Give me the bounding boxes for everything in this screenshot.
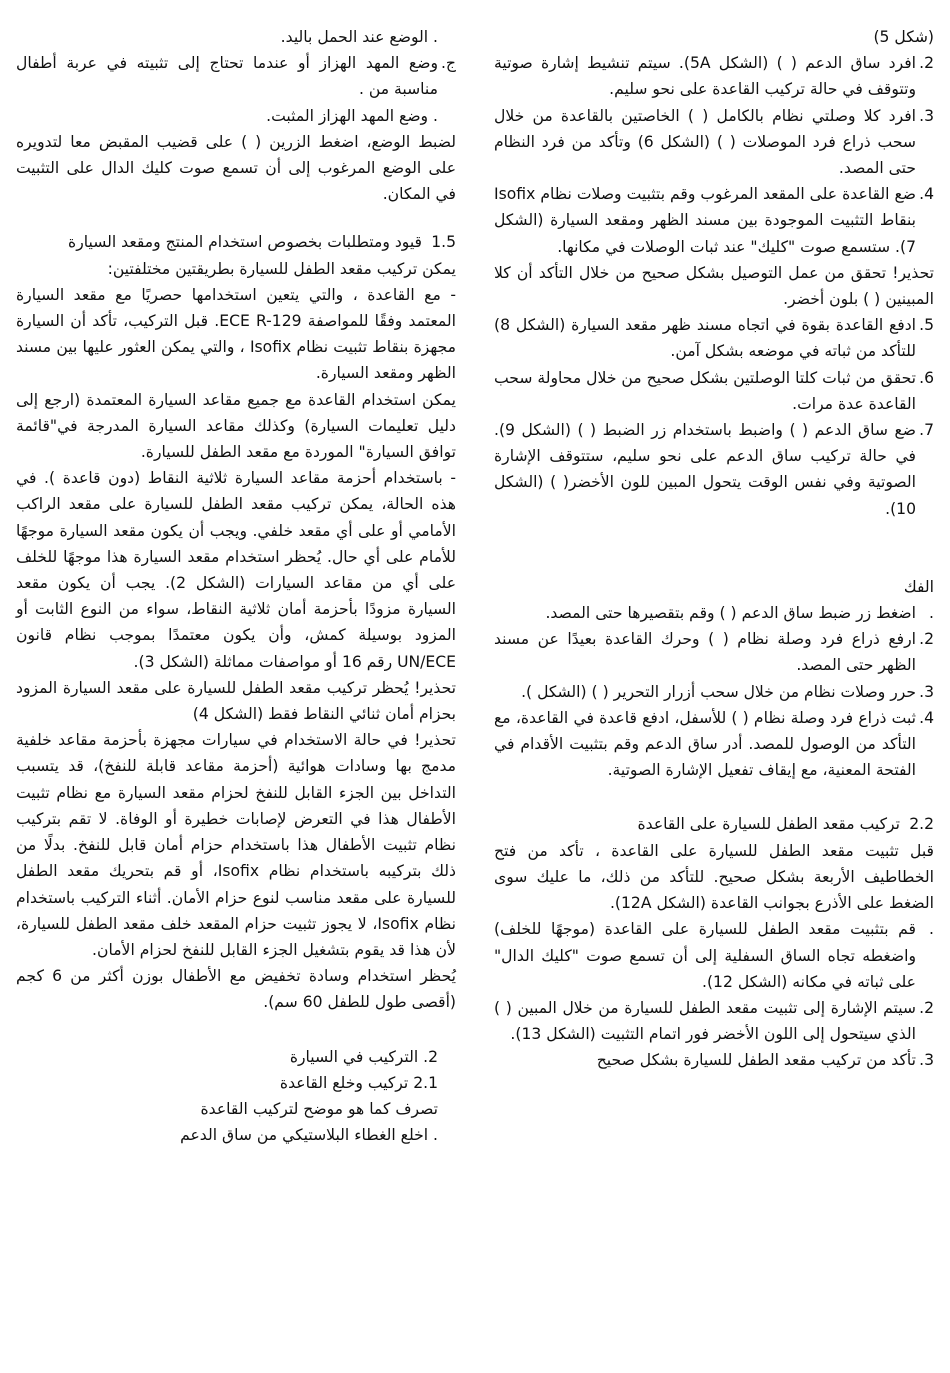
removal-step-1 [494, 600, 934, 626]
step-number: 2. [919, 630, 934, 649]
step-number: . [929, 604, 934, 623]
item-text: وضع المهد الهزاز أو عندما تحتاج إلى تثبيته في عربة أطفال مناسبة من . [16, 54, 438, 99]
step-text: ارفع ذراع فرد وصلة نظام ( ) وحرك القاعدة بعيدًا عن مسند الظهر حتى المصد. [494, 630, 916, 675]
section-number: 2.2 [909, 815, 934, 834]
step-number: 7. [919, 421, 934, 440]
step-number: 6. [919, 368, 934, 387]
step-7 [494, 417, 934, 522]
bullet-three-point-belt: - باستخدام أحزمة مقاعد السيارة ثلاثية النقاط (دون قاعدة ). في هذه الحالة، يمكن تركيب مقعد الطفل للسيارة على مقعد الراكب الأمامي أو على أي مقعد خلفي. ويجب أن يكون مقعد السيارة موجهًا للأمام على أي حال. يُحظر استخدام مقعد السيارة هذا موجهًا للخلف على أي من مقاعد السيارات (الشكل 2). يجب أن يكون مقعد السيارة مزودًا بأحزمة أمان ثلاثية النقاط، سواء من النوع الثابت أو المزود بوسيلة كمش، وأن يكون معتمدًا بموجب نظام قانون UN/ECE رقم 16 أو مواصفات مماثلة (الشكل 3). [16, 469, 456, 671]
install-step-3 [494, 1047, 934, 1073]
step-number: 3. [919, 106, 934, 125]
step-2 [494, 50, 934, 102]
two-ways-paragraph: يمكن تركيب مقعد الطفل للسيارة بطريقتين مختلفتين: [107, 259, 456, 278]
section-2-2-heading [494, 811, 934, 837]
section-title: تركيب مقعد الطفل للسيارة على القاعدة [637, 815, 900, 834]
step-text: حرر وصلات نظام من خلال سحب أزرار التحرير ( ) (الشكل ). [521, 682, 916, 701]
section-2-2-intro: قبل تثبيت مقعد الطفل للسيارة على القاعدة ، تأكد من فتح الخطاطيف الأربعة بشكل صحيح. للتأكد من ذلك، ما عليك سوى الضغط على الأذرع بجوانب القاعدة (الشكل 12A). [494, 841, 934, 913]
removal-step-2 [494, 626, 934, 678]
step-5 [494, 312, 934, 364]
adjust-paragraph: لضبط الوضع، اضغط الزرين ( ) على قضيب المقبض معا لتدويره على الوضع المرغوب إلى أن تسمع صوت كليك الدال على التثبيت في المكان. [16, 132, 456, 204]
section-1-5-heading [16, 229, 456, 255]
removal-step-4 [494, 705, 934, 784]
step-number: 3. [919, 1051, 934, 1070]
step-6 [494, 365, 934, 417]
step-text: تأكد من تركيب مقعد الطفل للسيارة بشكل صحيح [596, 1051, 916, 1070]
step-text: اضغط زر ضبط ساق الدعم ( ) وقم بتقصيرها حتى المصد. [545, 604, 916, 623]
step-text: تحقق من ثبات كلتا الوصلتين بشكل صحيح من خلال محاولة سحب القاعدة عدة مرات. [494, 368, 916, 413]
section-2-heading: 2. التركيب في السيارة [289, 1047, 438, 1066]
step-text: قم بتثبيت مقعد الطفل للسيارة على القاعدة (موجهًا للخلف) واضغطه تجاه الساق السفلية إلى أن تسمع صوت "كليك الدال" على ثباته في مكانه (الشكل 12). [494, 920, 916, 991]
install-step-2 [494, 995, 934, 1047]
warning-connection: تحذير! تحقق من عمل التوصيل بشكل صحيح من خلال التأكد أن كلا المبينين ( ) بلون أخضر. [494, 263, 934, 309]
removal-heading: الفك [903, 577, 934, 596]
step-4 [494, 181, 934, 260]
step-number: 2. [919, 54, 934, 73]
warning-inflatable-belt: تحذير! في حالة الاستخدام في سيارات مجهزة بأحزمة مقاعد خلفية مدمج بها وسادات هوائية (أحزمة مقاعد قابلة للنفخ)، قد يتسبب التداخل بين الجزء القابل للنفخ لحزام مقعد السيارة مع نظام تثبيت الأطفال هذا في التعرض لإصابات خطيرة أو الوفاة. لا تقم بتركيب نظام تثبيت الأطفال هذا باستخدام حزام أمان قابل للنفخ. بدلًا من ذلك بتركيبه باستخدام نظام Isofix، أو قم بتحريك مقعد الطفل للسيارة على مقعد مناسب لنوع حزام الأمان. أثناء التركيب باستخدام نظام Isofix، لا يجوز تثبيت حزام المقعد خلف مقعد الطفل للسيارة، لأن هذا قد يقوم بتشغيل الجزء القابل للنفخ لحزام الأمان. [16, 731, 457, 959]
cushion-paragraph: يُحظر استخدام وسادة تخفيض مع الأطفال بوزن أكثر من 6 كجم (أقصى طول للطفل 60 سم). [16, 967, 456, 1012]
section-2-1-heading: 2.1 تركيب وخلع القاعدة [279, 1073, 438, 1092]
step-text: افرد كلا وصلتي نظام بالكامل ( ) الخاصتين بالقاعدة من خلال سحب ذراع فرد الموصلات ( ) (الشكل 6) وتأكد من فرد النظام حتى المصد. [494, 106, 916, 178]
step-number: 5. [919, 316, 934, 335]
section-number: 1.5 [431, 233, 456, 252]
all-seats-paragraph: يمكن استخدام القاعدة مع جميع مقاعد السيارة المعتمدة (ارجع إلى دليل تعليمات السيارة) وكذلك مقاعد السيارة المدرجة في"قائمة توافق السيارة" الموردة مع مقعد الطفل للسيارة. [16, 390, 456, 462]
position-fixed: . وضع المهد الهزاز المثبت. [266, 106, 438, 125]
position-rocker [16, 50, 456, 102]
step-3 [494, 103, 934, 182]
warning-two-point-belt: تحذير! يُحظر تركيب مقعد الطفل للسيارة على مقعد السيارة المزود بحزام أمان ثنائي النقاط فقط (الشكل 4) [16, 678, 456, 724]
install-step-1 [494, 916, 934, 995]
section-title: قيود ومتطلبات بخصوص استخدام المنتج ومقعد السيارة [68, 233, 422, 252]
removal-step-3 [494, 679, 934, 705]
step-number: 2. [919, 998, 934, 1017]
step-text: ادفع القاعدة بقوة في اتجاه مسند ظهر مقعد السيارة (الشكل 8) للتأكد من ثباته في موضعه بشكل آمن. [494, 316, 916, 361]
step-text: افرد ساق الدعم ( ) (الشكل 5A). سيتم تنشيط إشارة صوتية وتتوقف في حالة تركيب القاعدة على نحو سليم. [494, 54, 916, 99]
right-column [494, 24, 934, 1373]
remove-cover-paragraph: . اخلع الغطاء البلاستيكي من ساق الدعم [180, 1126, 438, 1145]
step-text: سيتم الإشارة إلى تثبيت مقعد الطفل للسيارة من خلال المبين ( ) الذي سيتحول إلى اللون الأخضر فور اتمام التثبيت (الشكل 13). [494, 998, 916, 1044]
figure-ref: (شكل 5) [873, 28, 934, 46]
position-carry: . الوضع عند الحمل باليد. [280, 28, 438, 46]
proceed-paragraph: تصرف كما هو موضح لتركيب القاعدة [200, 1099, 438, 1118]
step-text: ضع القاعدة على المقعد المرغوب وقم بتثبيت وصلات نظام Isofix بنقاط التثبيت الموجودة بين مسند الظهر ومقعد السيارة (الشكل 7). ستسمع صوت "كليك" عند ثبات الوصلات في مكانها. [494, 185, 916, 256]
bullet-with-base: - مع القاعدة ، والتي يتعين استخدامها حصريًا مع مقعد السيارة المعتمد وفقًا للمواصفة ECE R-129. قبل التركيب، تأكد أن السيارة مجهزة بنقاط تثبيت نظام Isofix ، والتي يمكن العثور عليها بين مسند الظهر ومقعد السيارة. [16, 285, 457, 383]
step-text: ضع ساق الدعم ( ) واضبط باستخدام زر الضبط ( ) (الشكل 9). في حالة تركيب ساق الدعم على نحو سليم، ستتوقف الإشارة الصوتية وفي نفس الوقت يتحول المبين للون الأخضر( ) (الشكل 10). [494, 421, 916, 518]
step-number: 4. [919, 708, 934, 727]
step-text: ثبت ذراع فرد وصلة نظام ( ) للأسفل، ادفع قاعدة في القاعدة، مع التأكد من الوصول للمصد. أدر ساق الدعم وقم بتثبيت الأقدام في الفتحة المعنية، مع إيقاف تفعيل الإشارة الصوتية. [494, 708, 916, 780]
step-number: 4. [919, 185, 934, 204]
left-column [16, 24, 456, 1373]
step-number: . [929, 920, 934, 939]
step-number: 3. [919, 682, 934, 701]
item-letter: ج. [440, 54, 456, 73]
